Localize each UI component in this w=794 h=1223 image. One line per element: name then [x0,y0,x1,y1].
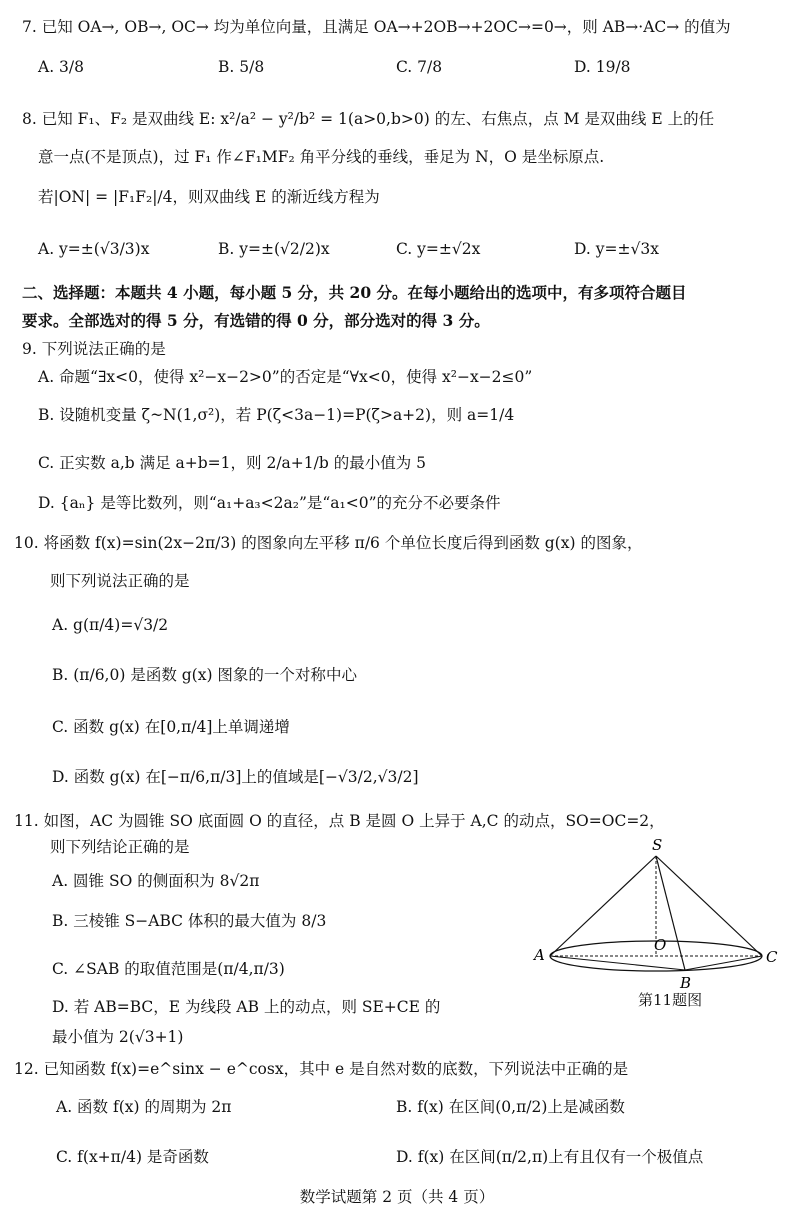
question-11-option-d: D. 若 AB=BC，E 为线段 AB 上的动点，则 SE+CE 的 [52,998,441,1016]
question-11-option-d-continued: 最小值为 2(√3+1) [52,1028,184,1046]
label-o: O [654,936,667,954]
page-footer: 数学试题第 2 页（共 4 页） [299,1188,495,1206]
question-10-option-b: B. (π/6,0) 是函数 g(x) 图象的一个对称中心 [52,666,357,684]
question-8-line-3: 若|ON| = |F₁F₂|/4，则双曲线 E 的渐近线方程为 [38,188,380,206]
question-11-option-c: C. ∠SAB 的取值范围是(π/4,π/3) [52,960,285,978]
question-7-option-c: C. 7/8 [396,58,443,76]
question-11-line-2: 则下列结论正确的是 [50,838,190,856]
question-11-line-1: 11. 如图，AC 为圆锥 SO 底面圆 O 的直径，点 B 是圆 O 上异于 A,C 的动点，SO=OC=2， [14,812,665,830]
question-11-option-a: A. 圆锥 SO 的侧面积为 8√2π [52,872,260,890]
question-9-option-c: C. 正实数 a,b 满足 a+b=1，则 2/a+1/b 的最小值为 5 [38,454,426,472]
question-9-stem: 9. 下列说法正确的是 [22,340,166,358]
question-10-line-2: 则下列说法正确的是 [50,572,190,590]
question-8-option-c: C. y=±√2x [396,240,481,258]
chord-ab [550,956,685,970]
figure-caption: 第11题图 [638,991,703,1009]
label-b: B [680,974,692,992]
question-8-option-d: D. y=±√3x [574,240,659,258]
question-8-option-b: B. y=±(√2/2)x [218,240,330,258]
question-10-option-a: A. g(π/4)=√3/2 [52,616,169,634]
question-11-option-b: B. 三棱锥 S−ABC 体积的最大值为 8/3 [52,912,327,930]
question-9-option-d: D. {aₙ} 是等比数列，则“a₁+a₃<2a₂”是“a₁<0”的充分不必要条件 [38,494,501,512]
question-8-line-1: 8. 已知 F₁、F₂ 是双曲线 E: x²/a² − y²/b² = 1(a>0,b>0) 的左、右焦点，点 M 是双曲线 E 上的任 [22,110,715,128]
question-7-option-b: B. 5/8 [218,58,265,76]
question-7-option-a: A. 3/8 [38,58,84,76]
label-s: S [652,836,663,854]
question-12-option-d: D. f(x) 在区间(π/2,π)上有且仅有一个极值点 [396,1148,704,1166]
label-c: C [766,948,778,966]
question-10-line-1: 10. 将函数 f(x)=sin(2x−2π/3) 的图象向左平移 π/6 个单位长度后得到函数 g(x) 的图象， [14,534,643,552]
cone-figure [530,836,780,1016]
question-8-line-2: 意一点(不是顶点)，过 F₁ 作∠F₁MF₂ 角平分线的垂线，垂足为 N，O 是坐标原点. [38,148,605,166]
section-2-heading-line-2: 要求。全部选对的得 5 分，有选错的得 0 分，部分选对的得 3 分。 [22,311,490,330]
question-12-option-a: A. 函数 f(x) 的周期为 2π [56,1098,232,1116]
question-12-option-b: B. f(x) 在区间(0,π/2)上是减函数 [396,1098,625,1116]
question-10-option-c: C. 函数 g(x) 在[0,π/4]上单调递增 [52,718,290,736]
question-7-stem: 7. 已知 OA→, OB→, OC→ 均为单位向量，且满足 OA→+2OB→+2OC→=0→，则 AB→·AC→ 的值为 [22,18,731,36]
question-9-option-a: A. 命题“∃x<0，使得 x²−x−2>0”的否定是“∀x<0，使得 x²−x−2≤0” [38,368,533,386]
question-10-option-d: D. 函数 g(x) 在[−π/6,π/3]上的值域是[−√3/2,√3/2] [52,768,419,786]
question-12-stem: 12. 已知函数 f(x)=e^sinx − e^cosx，其中 e 是自然对数的底数，下列说法中正确的是 [14,1060,629,1078]
section-2-heading-line-1: 二、选择题：本题共 4 小题，每小题 5 分，共 20 分。在每小题给出的选项中，有多项符合题目 [22,283,687,302]
label-a: A [534,946,545,964]
question-9-option-b: B. 设随机变量 ζ~N(1,σ²)，若 P(ζ<3a−1)=P(ζ>a+2)，则 a=1/4 [38,406,515,424]
question-8-option-a: A. y=±(√3/3)x [38,240,150,258]
question-12-option-c: C. f(x+π/4) 是奇函数 [56,1148,209,1166]
question-7-option-d: D. 19/8 [574,58,631,76]
